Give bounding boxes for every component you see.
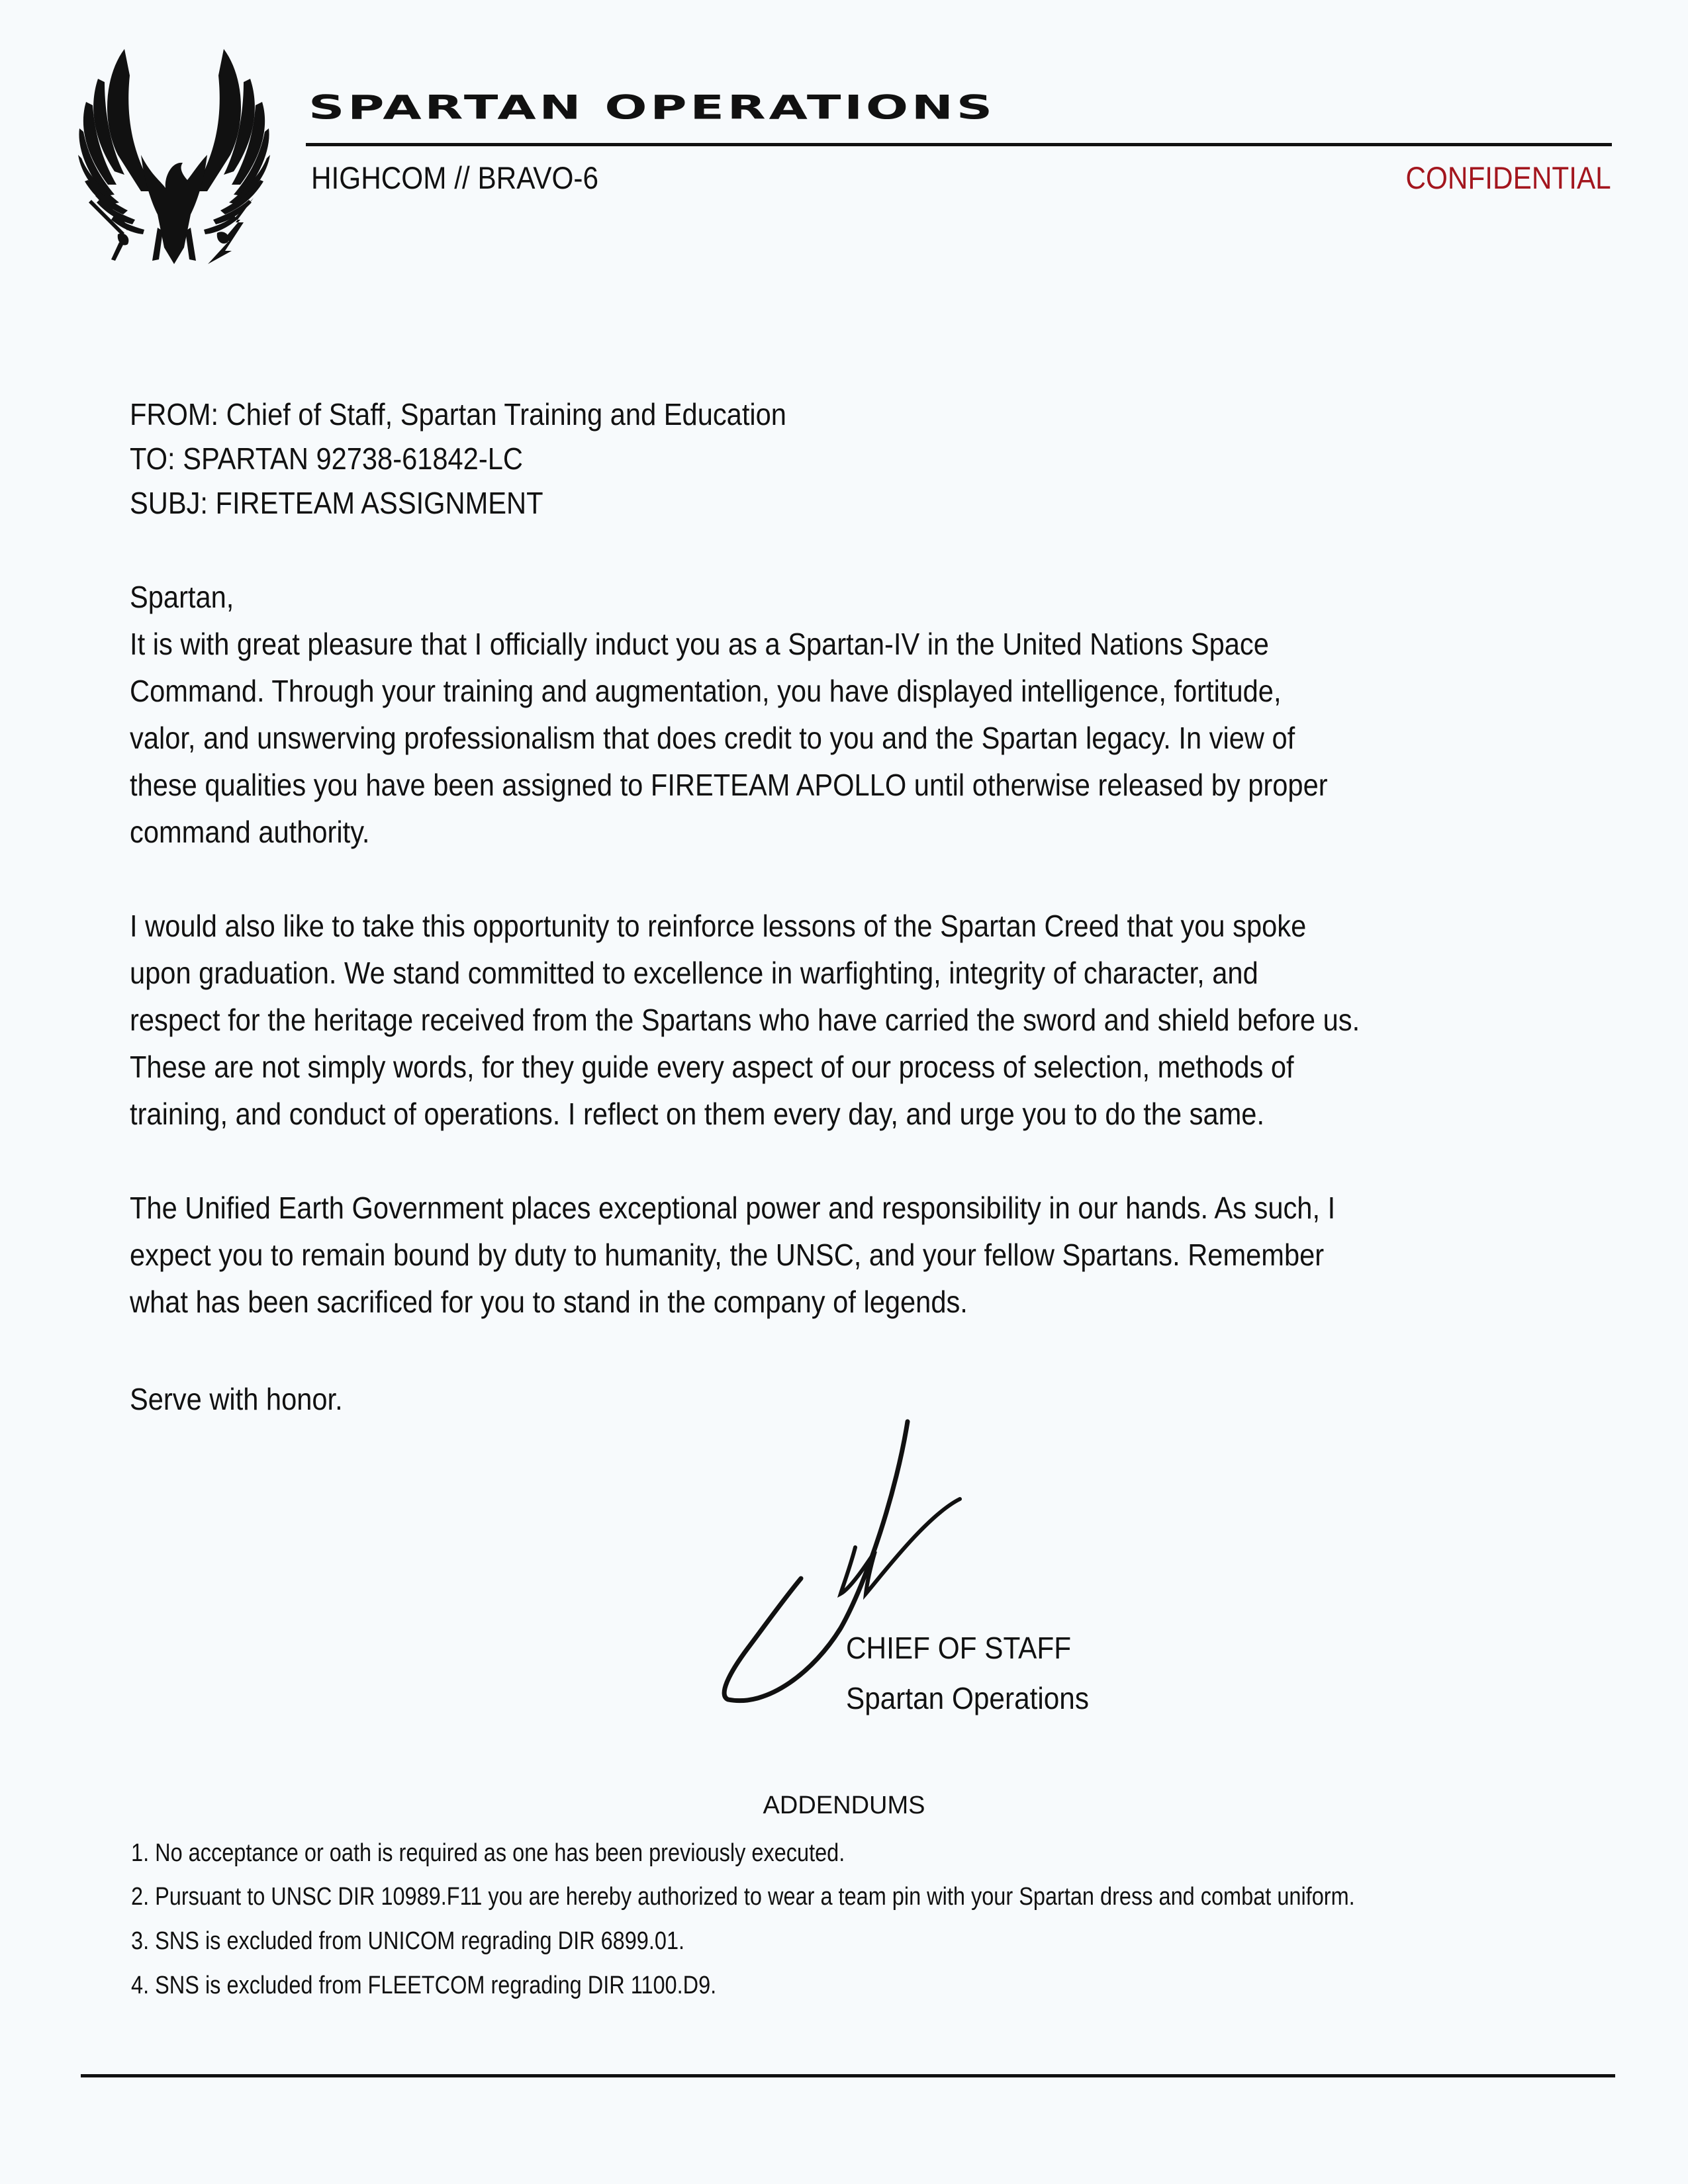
signatory-organization: Spartan Operations (846, 1681, 1089, 1715)
eagle-emblem-icon (78, 49, 270, 264)
addendum-item: 4. SNS is excluded from FLEETCOM regrading DIR 1100.D9. (131, 1972, 717, 1999)
classification-label: CONFIDENTIAL (1405, 160, 1611, 195)
footer-divider (81, 2074, 1615, 2077)
addendum-item: 3. SNS is excluded from UNICOM regrading DIR 6899.01. (131, 1927, 685, 1955)
addendum-item: 2. Pursuant to UNSC DIR 10989.F11 you are hereby authorized to wear a team pin with your Spartan dress and combat uniform. (131, 1883, 1355, 1911)
salutation: Spartan, (130, 580, 234, 614)
closing: Serve with honor. (130, 1382, 343, 1416)
paragraph-line: I would also like to take this opportunity to reinforce lessons of the Spartan Creed that you spoke (130, 909, 1307, 943)
paragraph-line: valor, and unswerving professionalism that does credit to you and the Spartan legacy. In view of (130, 721, 1295, 755)
memo-subject: SUBJ: FIRETEAM ASSIGNMENT (130, 486, 543, 520)
header-subtitle: HIGHCOM // BRAVO-6 (311, 160, 599, 195)
paragraph-line: expect you to remain bound by duty to humanity, the UNSC, and your fellow Spartans. Remember (130, 1238, 1325, 1272)
addendums-heading: ADDENDUMS (763, 1792, 925, 1819)
paragraph-line: The Unified Earth Government places exceptional power and responsibility in our hands. As such, I (130, 1191, 1336, 1225)
addendum-item: 1. No acceptance or oath is required as one has been previously executed. (131, 1839, 845, 1867)
paragraph-line: upon graduation. We stand committed to excellence in warfighting, integrity of character, and (130, 956, 1258, 990)
paragraph-line: training, and conduct of operations. I reflect on them every day, and urge you to do the same. (130, 1097, 1265, 1131)
memo-from: FROM: Chief of Staff, Spartan Training and Education (130, 397, 786, 432)
paragraph-line: command authority. (130, 815, 370, 849)
brand-title: SPARTAN OPERATIONS (308, 89, 996, 128)
paragraph-line: Command. Through your training and augmentation, you have displayed intelligence, fortitude, (130, 674, 1282, 708)
paragraph-line: It is with great pleasure that I officially induct you as a Spartan-IV in the United Nations Space (130, 627, 1269, 661)
handwritten-signature-icon (708, 1410, 1039, 1721)
paragraph-line: These are not simply words, for they guide every aspect of our process of selection, methods of (130, 1050, 1294, 1084)
header-divider (306, 143, 1612, 146)
paragraph-line: respect for the heritage received from the Spartans who have carried the sword and shield before us. (130, 1003, 1360, 1037)
paragraph-line: these qualities you have been assigned to FIRETEAM APOLLO until otherwise released by proper (130, 768, 1328, 802)
memo-to: TO: SPARTAN 92738-61842-LC (130, 441, 523, 476)
signatory-title: CHIEF OF STAFF (846, 1631, 1072, 1665)
paragraph-line: what has been sacrificed for you to stand in the company of legends. (130, 1285, 968, 1319)
